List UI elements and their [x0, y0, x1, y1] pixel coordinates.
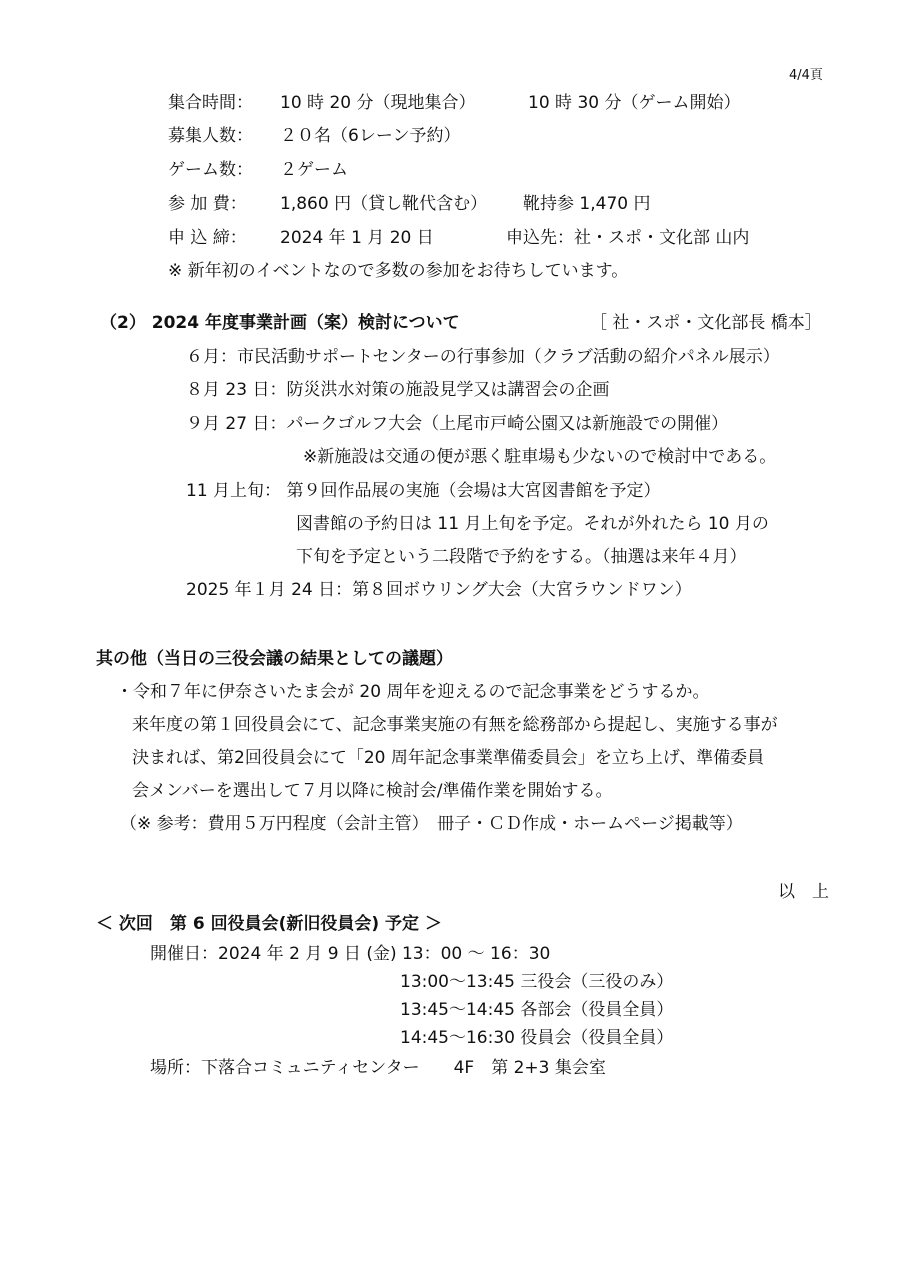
schedule-item: 14:45～16:30 役員会（役員全員）	[400, 1028, 674, 1048]
event-label-capacity: 募集人数：	[168, 126, 253, 146]
event-value-games: ２ゲーム	[280, 160, 348, 180]
event-extra-fee: 靴持参 1,470 円	[523, 194, 651, 214]
plan-line: 2025 年１月 24 日：第８回ボウリング大会（大宮ラウンドワン）	[186, 580, 692, 600]
other-line: 来年度の第１回役員会にて、記念事業実施の有無を総務部から提起し、実施する事が	[132, 715, 778, 735]
plan-line: ９月 27 日：パークゴルフ大会（上尾市戸崎公園又は新施設での開催）	[186, 414, 729, 434]
plan-line: 11 月上旬： 第９回作品展の実施（会場は大宮図書館を予定）	[186, 481, 661, 501]
other-line: （※ 参考：費用５万円程度（会計主管） 冊子・ＣＤ作成・ホームページ掲載等）	[120, 814, 743, 834]
plan-line: 下旬を予定という二段階で予約をする。（抽選は来年４月）	[296, 547, 747, 567]
event-value-capacity: ２０名（6レーン予約）	[280, 126, 461, 146]
event-value-time: 10 時 20 分（現地集合）	[280, 93, 476, 113]
next-meeting-heading: ＜ 次回 第 6 回役員会(新旧役員会) 予定 ＞	[96, 914, 442, 934]
page-number: 4/4頁	[789, 68, 823, 83]
next-meeting-date: 開催日：2024 年 2 月 9 日 (金) 13：00 ～ 16：30	[150, 944, 551, 964]
event-extra-deadline: 申込先：社・スポ・文化部 山内	[506, 228, 750, 248]
section-2-presenter: ［ 社・スポ・文化部長 橋本］	[590, 313, 822, 333]
section-2-heading: （2） 2024 年度事業計画（案）検討について	[100, 313, 460, 333]
other-heading: 其の他（当日の三役会議の結果としての議題）	[96, 649, 453, 669]
schedule-item: 13:00～13:45 三役会（三役のみ）	[400, 972, 674, 992]
other-line: ・令和７年に伊奈さいたま会が 20 周年を迎えるので記念事業をどうするか。	[116, 682, 710, 702]
closing: 以 上	[778, 882, 829, 902]
schedule-item: 13:45～14:45 各部会（役員全員）	[400, 1000, 674, 1020]
event-note: ※ 新年初のイベントなので多数の参加をお待ちしています。	[168, 261, 629, 281]
plan-line: 図書館の予約日は 11 月上旬を予定。それが外れたら 10 月の	[296, 514, 769, 534]
event-label-time: 集合時間：	[168, 93, 253, 113]
next-meeting-place: 場所：下落合コミュニティセンター 4F 第 2+3 集会室	[150, 1058, 606, 1078]
plan-line: ６月：市民活動サポートセンターの行事参加（クラブ活動の紹介パネル展示）	[186, 347, 780, 367]
event-value-fee: 1,860 円（貸し靴代含む）	[280, 194, 488, 214]
plan-line: ※新施設は交通の便が悪く駐車場も少ないので検討中である。	[303, 447, 777, 467]
plan-line: ８月 23 日：防災洪水対策の施設見学又は講習会の企画	[186, 380, 610, 400]
event-label-deadline: 申 込 締：	[168, 228, 247, 248]
event-extra-time: 10 時 30 分（ゲーム開始）	[528, 93, 741, 113]
event-value-deadline: 2024 年 1 月 20 日	[280, 228, 434, 248]
event-label-games: ゲーム数：	[168, 160, 253, 180]
other-line: 会メンバーを選出して７月以降に検討会/準備作業を開始する。	[132, 781, 613, 801]
event-label-fee: 参 加 費：	[168, 194, 247, 214]
other-line: 決まれば、第2回役員会にて「20 周年記念事業準備委員会」を立ち上げ、準備委員	[132, 748, 765, 768]
